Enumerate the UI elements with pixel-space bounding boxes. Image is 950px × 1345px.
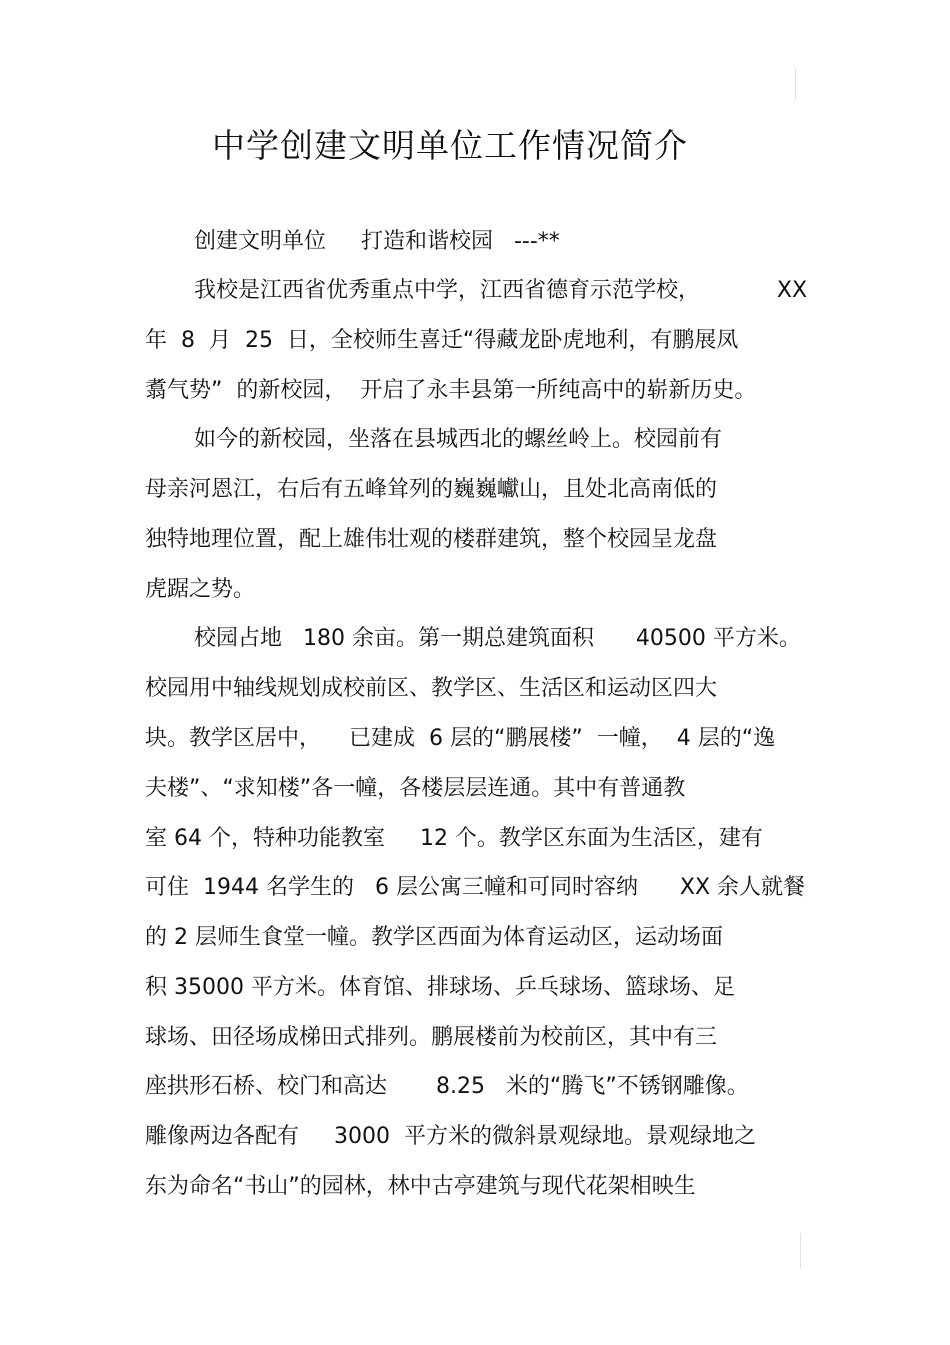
body-line: 母亲河恩江，右后有五峰耸列的巍巍巘山，且处北高南低的: [145, 477, 718, 502]
body-line: 球场、田径场成梯田式排列。鹏展楼前为校前区，其中有三: [145, 1025, 718, 1050]
body-line: 年 8 月 25 日，全校师生喜迁“得藏龙卧虎地利，有鹏展凤: [145, 328, 739, 353]
body-line: 积 35000 平方米。体育馆、排球场、乒乓球场、篮球场、足: [145, 975, 735, 1000]
body-line: 独特地理位置，配上雄伟壮观的楼群建筑，整个校园呈龙盘: [145, 527, 718, 552]
subtitle-line: 创建文明单位 打造和谐校园 ---**: [194, 229, 560, 254]
body-line: 室 64 个，特种功能教室 12 个。教学区东面为生活区，建有: [145, 826, 763, 851]
body-line: 校园占地 180 余亩。第一期总建筑面积 40500 平方米。: [194, 626, 801, 651]
body-line: 雕像两边各配有 3000 平方米的微斜景观绿地。景观绿地之: [145, 1124, 756, 1149]
body-line: 可住 1944 名学生的 6 层公寓三幢和可同时容纳 XX 余人就餐: [145, 875, 806, 900]
body-line: 夫楼”、“求知楼”各一幢，各楼层层连通。其中有普通教: [145, 776, 686, 801]
body-line: 座拱形石桥、校门和高达 8.25 米的“腾飞”不锈钢雕像。: [145, 1074, 749, 1099]
body-line: 我校是江西省优秀重点中学，江西省德育示范学校， XX: [194, 278, 808, 303]
body-line: 翥气势” 的新校园， 开启了永丰县第一所纯高中的崭新历史。: [145, 378, 757, 403]
page-edge-mark-top: [795, 68, 796, 100]
document-title: 中学创建文明单位工作情况简介: [212, 126, 688, 165]
page-edge-mark-bottom: [800, 1233, 801, 1269]
body-line: 虎踞之势。: [145, 577, 256, 602]
body-line: 如今的新校园，坐落在县城西北的螺丝岭上。校园前有: [194, 427, 723, 452]
body-line: 块。教学区居中， 已建成 6 层的“鹏展楼” 一幢， 4 层的“逸: [145, 726, 776, 751]
body-line: 的 2 层师生食堂一幢。教学区西面为体育运动区，运动场面: [145, 925, 723, 950]
body-line: 东为命名“书山”的园林，林中古亭建筑与现代花架相映生: [145, 1174, 696, 1199]
body-line: 校园用中轴线规划成校前区、教学区、生活区和运动区四大: [145, 676, 718, 701]
